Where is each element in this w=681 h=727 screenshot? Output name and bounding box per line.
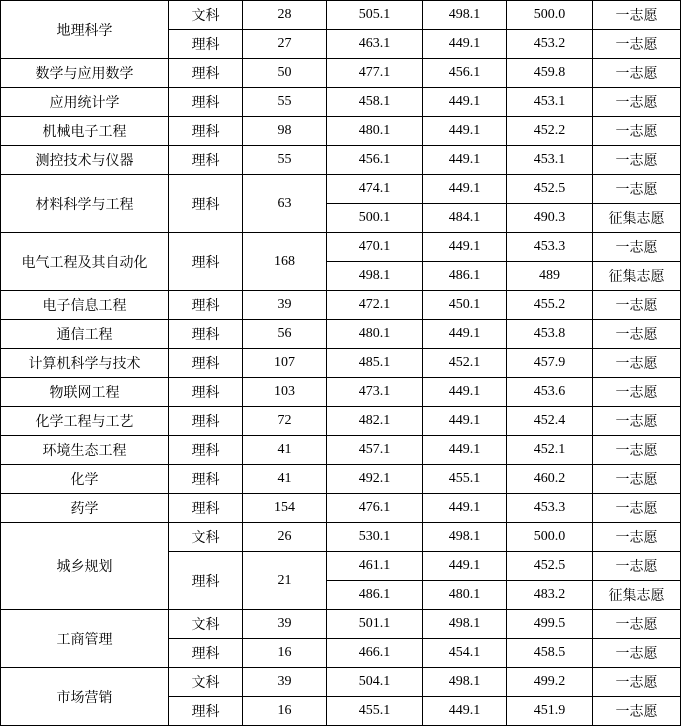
admission-type-cell: 一志愿 xyxy=(593,146,681,175)
admission-type-cell: 征集志愿 xyxy=(593,581,681,610)
avg-score-cell: 460.2 xyxy=(507,465,593,494)
track-cell: 文科 xyxy=(169,668,243,697)
admission-type-cell: 一志愿 xyxy=(593,233,681,262)
plan-count-cell: 63 xyxy=(243,175,327,233)
admission-type-cell: 征集志愿 xyxy=(593,204,681,233)
max-score-cell: 461.1 xyxy=(327,552,423,581)
track-cell: 理科 xyxy=(169,320,243,349)
major-cell: 地理科学 xyxy=(1,1,169,59)
max-score-cell: 458.1 xyxy=(327,88,423,117)
track-cell: 理科 xyxy=(169,465,243,494)
admission-type-cell: 一志愿 xyxy=(593,436,681,465)
max-score-cell: 455.1 xyxy=(327,697,423,726)
admission-type-cell: 征集志愿 xyxy=(593,262,681,291)
major-cell: 机械电子工程 xyxy=(1,117,169,146)
major-cell: 通信工程 xyxy=(1,320,169,349)
track-cell: 理科 xyxy=(169,30,243,59)
admission-type-cell: 一志愿 xyxy=(593,349,681,378)
admission-type-cell: 一志愿 xyxy=(593,407,681,436)
major-cell: 城乡规划 xyxy=(1,523,169,610)
max-score-cell: 485.1 xyxy=(327,349,423,378)
table-row xyxy=(1,291,681,320)
track-cell: 理科 xyxy=(169,117,243,146)
plan-count-cell: 98 xyxy=(243,117,327,146)
track-cell: 文科 xyxy=(169,610,243,639)
max-score-cell: 456.1 xyxy=(327,146,423,175)
plan-count-cell: 21 xyxy=(243,552,327,610)
avg-score-cell: 500.0 xyxy=(507,1,593,30)
track-cell: 理科 xyxy=(169,436,243,465)
avg-score-cell: 452.5 xyxy=(507,175,593,204)
track-cell: 理科 xyxy=(169,407,243,436)
avg-score-cell: 453.8 xyxy=(507,320,593,349)
major-cell: 工商管理 xyxy=(1,610,169,668)
avg-score-cell: 451.9 xyxy=(507,697,593,726)
avg-score-cell: 459.8 xyxy=(507,59,593,88)
max-score-cell: 482.1 xyxy=(327,407,423,436)
admission-type-cell: 一志愿 xyxy=(593,59,681,88)
max-score-cell: 480.1 xyxy=(327,117,423,146)
min-score-cell: 449.1 xyxy=(423,175,507,204)
table-row xyxy=(1,233,681,262)
max-score-cell: 463.1 xyxy=(327,30,423,59)
min-score-cell: 480.1 xyxy=(423,581,507,610)
max-score-cell: 457.1 xyxy=(327,436,423,465)
max-score-cell: 473.1 xyxy=(327,378,423,407)
plan-count-cell: 28 xyxy=(243,1,327,30)
admission-type-cell: 一志愿 xyxy=(593,378,681,407)
admission-type-cell: 一志愿 xyxy=(593,552,681,581)
plan-count-cell: 55 xyxy=(243,88,327,117)
major-cell: 计算机科学与技术 xyxy=(1,349,169,378)
major-cell: 化学 xyxy=(1,465,169,494)
max-score-cell: 505.1 xyxy=(327,1,423,30)
min-score-cell: 450.1 xyxy=(423,291,507,320)
avg-score-cell: 483.2 xyxy=(507,581,593,610)
min-score-cell: 498.1 xyxy=(423,610,507,639)
avg-score-cell: 455.2 xyxy=(507,291,593,320)
table-row xyxy=(1,436,681,465)
table-row xyxy=(1,668,681,697)
admission-type-cell: 一志愿 xyxy=(593,523,681,552)
admission-type-cell: 一志愿 xyxy=(593,697,681,726)
min-score-cell: 449.1 xyxy=(423,494,507,523)
min-score-cell: 449.1 xyxy=(423,88,507,117)
max-score-cell: 500.1 xyxy=(327,204,423,233)
track-cell: 文科 xyxy=(169,1,243,30)
table-row xyxy=(1,175,681,204)
table-row xyxy=(1,407,681,436)
avg-score-cell: 458.5 xyxy=(507,639,593,668)
avg-score-cell: 453.1 xyxy=(507,146,593,175)
plan-count-cell: 26 xyxy=(243,523,327,552)
major-cell: 应用统计学 xyxy=(1,88,169,117)
track-cell: 理科 xyxy=(169,349,243,378)
track-cell: 理科 xyxy=(169,378,243,407)
plan-count-cell: 154 xyxy=(243,494,327,523)
table-body xyxy=(1,1,681,726)
track-cell: 理科 xyxy=(169,59,243,88)
track-cell: 理科 xyxy=(169,175,243,233)
min-score-cell: 449.1 xyxy=(423,320,507,349)
table-row xyxy=(1,117,681,146)
table-row xyxy=(1,146,681,175)
major-cell: 环境生态工程 xyxy=(1,436,169,465)
avg-score-cell: 452.5 xyxy=(507,552,593,581)
min-score-cell: 449.1 xyxy=(423,552,507,581)
plan-count-cell: 50 xyxy=(243,59,327,88)
admission-type-cell: 一志愿 xyxy=(593,610,681,639)
table-row xyxy=(1,59,681,88)
min-score-cell: 449.1 xyxy=(423,407,507,436)
min-score-cell: 449.1 xyxy=(423,233,507,262)
major-cell: 电气工程及其自动化 xyxy=(1,233,169,291)
min-score-cell: 449.1 xyxy=(423,146,507,175)
avg-score-cell: 453.2 xyxy=(507,30,593,59)
admission-type-cell: 一志愿 xyxy=(593,88,681,117)
track-cell: 理科 xyxy=(169,494,243,523)
track-cell: 理科 xyxy=(169,639,243,668)
admission-type-cell: 一志愿 xyxy=(593,320,681,349)
admission-type-cell: 一志愿 xyxy=(593,291,681,320)
major-cell: 化学工程与工艺 xyxy=(1,407,169,436)
major-cell: 市场营销 xyxy=(1,668,169,726)
max-score-cell: 477.1 xyxy=(327,59,423,88)
min-score-cell: 498.1 xyxy=(423,668,507,697)
plan-count-cell: 168 xyxy=(243,233,327,291)
admission-type-cell: 一志愿 xyxy=(593,175,681,204)
min-score-cell: 484.1 xyxy=(423,204,507,233)
max-score-cell: 530.1 xyxy=(327,523,423,552)
avg-score-cell: 453.3 xyxy=(507,494,593,523)
max-score-cell: 501.1 xyxy=(327,610,423,639)
major-cell: 药学 xyxy=(1,494,169,523)
avg-score-cell: 489 xyxy=(507,262,593,291)
plan-count-cell: 16 xyxy=(243,697,327,726)
admission-type-cell: 一志愿 xyxy=(593,494,681,523)
track-cell: 文科 xyxy=(169,523,243,552)
avg-score-cell: 452.1 xyxy=(507,436,593,465)
admission-type-cell: 一志愿 xyxy=(593,30,681,59)
plan-count-cell: 39 xyxy=(243,610,327,639)
max-score-cell: 492.1 xyxy=(327,465,423,494)
plan-count-cell: 107 xyxy=(243,349,327,378)
track-cell: 理科 xyxy=(169,552,243,610)
min-score-cell: 456.1 xyxy=(423,59,507,88)
min-score-cell: 449.1 xyxy=(423,436,507,465)
plan-count-cell: 103 xyxy=(243,378,327,407)
max-score-cell: 466.1 xyxy=(327,639,423,668)
avg-score-cell: 499.2 xyxy=(507,668,593,697)
avg-score-cell: 457.9 xyxy=(507,349,593,378)
admission-type-cell: 一志愿 xyxy=(593,668,681,697)
max-score-cell: 474.1 xyxy=(327,175,423,204)
plan-count-cell: 39 xyxy=(243,291,327,320)
plan-count-cell: 72 xyxy=(243,407,327,436)
plan-count-cell: 39 xyxy=(243,668,327,697)
avg-score-cell: 453.6 xyxy=(507,378,593,407)
admission-type-cell: 一志愿 xyxy=(593,639,681,668)
track-cell: 理科 xyxy=(169,146,243,175)
avg-score-cell: 490.3 xyxy=(507,204,593,233)
plan-count-cell: 16 xyxy=(243,639,327,668)
min-score-cell: 498.1 xyxy=(423,523,507,552)
avg-score-cell: 499.5 xyxy=(507,610,593,639)
admission-type-cell: 一志愿 xyxy=(593,117,681,146)
min-score-cell: 498.1 xyxy=(423,1,507,30)
table-row xyxy=(1,378,681,407)
min-score-cell: 486.1 xyxy=(423,262,507,291)
track-cell: 理科 xyxy=(169,88,243,117)
min-score-cell: 449.1 xyxy=(423,697,507,726)
avg-score-cell: 500.0 xyxy=(507,523,593,552)
table-row xyxy=(1,494,681,523)
avg-score-cell: 453.3 xyxy=(507,233,593,262)
avg-score-cell: 453.1 xyxy=(507,88,593,117)
major-cell: 数学与应用数学 xyxy=(1,59,169,88)
track-cell: 理科 xyxy=(169,291,243,320)
plan-count-cell: 27 xyxy=(243,30,327,59)
max-score-cell: 476.1 xyxy=(327,494,423,523)
table-row xyxy=(1,349,681,378)
max-score-cell: 498.1 xyxy=(327,262,423,291)
major-cell: 测控技术与仪器 xyxy=(1,146,169,175)
plan-count-cell: 56 xyxy=(243,320,327,349)
plan-count-cell: 41 xyxy=(243,465,327,494)
max-score-cell: 470.1 xyxy=(327,233,423,262)
table-row xyxy=(1,523,681,552)
min-score-cell: 449.1 xyxy=(423,378,507,407)
admission-type-cell: 一志愿 xyxy=(593,465,681,494)
max-score-cell: 504.1 xyxy=(327,668,423,697)
table-row xyxy=(1,465,681,494)
min-score-cell: 454.1 xyxy=(423,639,507,668)
track-cell: 理科 xyxy=(169,233,243,291)
admission-type-cell: 一志愿 xyxy=(593,1,681,30)
track-cell: 理科 xyxy=(169,697,243,726)
max-score-cell: 472.1 xyxy=(327,291,423,320)
table-row xyxy=(1,610,681,639)
table-row xyxy=(1,1,681,30)
table-row xyxy=(1,320,681,349)
plan-count-cell: 41 xyxy=(243,436,327,465)
table-row xyxy=(1,88,681,117)
min-score-cell: 452.1 xyxy=(423,349,507,378)
plan-count-cell: 55 xyxy=(243,146,327,175)
avg-score-cell: 452.4 xyxy=(507,407,593,436)
min-score-cell: 449.1 xyxy=(423,30,507,59)
min-score-cell: 455.1 xyxy=(423,465,507,494)
major-cell: 物联网工程 xyxy=(1,378,169,407)
major-cell: 电子信息工程 xyxy=(1,291,169,320)
min-score-cell: 449.1 xyxy=(423,117,507,146)
major-cell: 材料科学与工程 xyxy=(1,175,169,233)
max-score-cell: 480.1 xyxy=(327,320,423,349)
max-score-cell: 486.1 xyxy=(327,581,423,610)
avg-score-cell: 452.2 xyxy=(507,117,593,146)
